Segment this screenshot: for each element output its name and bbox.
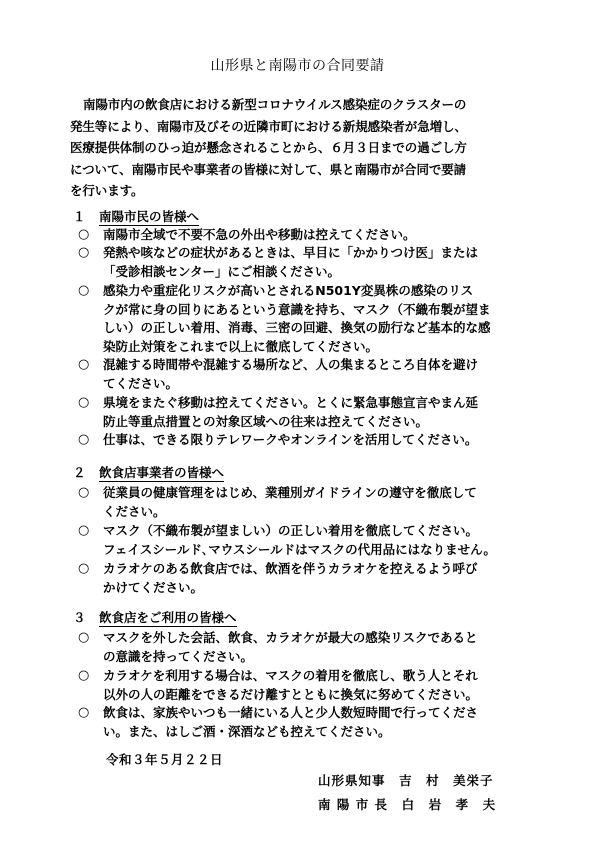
list-item [78, 629, 548, 666]
signatory-title: 山形県知事 [318, 773, 386, 788]
signatory-name: 吉 村 美栄子 [399, 773, 494, 788]
circle-bullet-icon: ○ [78, 245, 90, 260]
list-item [78, 244, 548, 281]
item-line: の意識を持ってください。 [103, 648, 254, 664]
circle-bullet-icon: ○ [78, 668, 90, 683]
item-line: 南陽市全域で不要不急の外出や移動は控えてください。 [103, 227, 416, 242]
intro-line: 発生等により、南陽市及びその近隣市町における新規感染者が急増し、 [70, 118, 467, 134]
item-line: カラオケのある飲食店では、飲酒を伴うカラオケを控えるよう呼び [103, 561, 478, 576]
intro-paragraph [70, 94, 540, 202]
item-line: 以外の人の距離をできるだけ離すとともに換気に努めてください。 [103, 686, 479, 702]
circle-bullet-icon: ○ [78, 561, 90, 576]
circle-bullet-icon: ○ [78, 227, 90, 242]
section-heading-3 [73, 608, 237, 626]
circle-bullet-icon: ○ [78, 357, 90, 372]
signatory-title: 南 陽 市 長 [318, 797, 389, 812]
item-line: 感染力や重症化リスクが高いとされるN501Y変異株の感染のリス [103, 283, 474, 298]
item-line: てください。 [103, 375, 179, 391]
section-title: 飲食店事業者の皆様へ [99, 465, 225, 480]
item-line: 混雑する時間帯や混雑する場所など、人の集まるところ自体を避け [103, 357, 479, 372]
list-item [78, 704, 548, 741]
list-item [78, 226, 548, 245]
signature-line [318, 771, 494, 789]
list-item [78, 282, 548, 356]
item-line: 発熱や咳などの症状があるときは、早目に「かかりつけ医」または [103, 245, 479, 260]
section-number: １ [73, 209, 86, 224]
item-line: 県境をまたぐ移動は控えてください。とくに緊急事態宣言やまん延 [103, 395, 479, 410]
intro-line: を行います。 [70, 183, 144, 198]
item-line: かけてください。 [103, 579, 204, 595]
list-item [78, 356, 548, 393]
document-date: 令和３年５月２２日 [106, 752, 224, 767]
section-number: ３ [73, 610, 86, 625]
item-line: ください。 [103, 503, 166, 519]
list-item [78, 394, 548, 431]
intro-line: について、南陽市民や事業者の皆様に対して、県と南陽市が合同で要請 [70, 161, 467, 177]
list-item [78, 484, 548, 521]
section-heading-1 [73, 207, 199, 225]
item-line: い。また、はしご酒・深酒なども控えてください。 [103, 723, 391, 739]
item-line: 飲食は、家族やいつも一緒にいる人と少人数短時間で行ってくださ [103, 705, 479, 720]
section-heading-2 [73, 463, 224, 481]
circle-bullet-icon: ○ [78, 630, 90, 645]
circle-bullet-icon: ○ [78, 432, 90, 447]
item-line: 仕事は、できる限りテレワークやオンラインを活用してください。 [103, 432, 478, 447]
item-line: フェイスシールド､マウスシールドはマスクの代用品にはなりません。 [103, 541, 496, 557]
section-title: 南陽市民の皆様へ [99, 209, 200, 224]
circle-bullet-icon: ○ [78, 705, 90, 720]
list-item [78, 522, 548, 559]
item-line: マスクを外した会話、飲食、カラオケが最大の感染リスクであると [103, 630, 478, 645]
signatory-name: 白 岩 孝 夫 [401, 797, 497, 812]
item-line: 染防止対策をこれまで以上に徹底してください。 [103, 338, 379, 354]
item-line: マスク（不織布製が望ましい）の正しい着用を徹底してください。 [103, 523, 479, 538]
item-line: 従業員の健康管理をはじめ、業種別ガイドラインの遵守を徹底して [103, 485, 477, 500]
intro-line: 南陽市内の飲食店における新型コロナウイルス感染症のクラスターの [83, 97, 467, 112]
item-line: 「受診相談センター」にご相談ください。 [103, 263, 341, 279]
section-number: ２ [73, 465, 86, 480]
intro-line: 医療提供体制のひっ迫が懸念されることから、６月３日までの過ごし方 [70, 140, 467, 155]
item-line: しい）の正しい着用、消毒、三密の回避、換気の励行など基本的な感 [103, 320, 491, 335]
circle-bullet-icon: ○ [78, 395, 90, 410]
list-item [78, 667, 548, 704]
item-line: カラオケを利用する場合は、マスクの着用を徹底し、歌う人とそれ [103, 668, 478, 683]
section-title: 飲食店をご利用の皆様へ [99, 610, 237, 625]
circle-bullet-icon: ○ [78, 485, 90, 500]
list-item [78, 431, 548, 450]
circle-bullet-icon: ○ [78, 283, 90, 298]
circle-bullet-icon: ○ [78, 523, 90, 538]
signature-line [318, 795, 496, 813]
item-line: クが常に身の回りにあるという意識を持ち、マスク（不織布製が望ま [103, 301, 491, 317]
item-line: 防止等重点措置との対象区域への往来は控えてください。 [103, 413, 429, 429]
page-title: 山形県と南陽市の合同要請 [210, 58, 385, 74]
list-item [78, 560, 548, 597]
